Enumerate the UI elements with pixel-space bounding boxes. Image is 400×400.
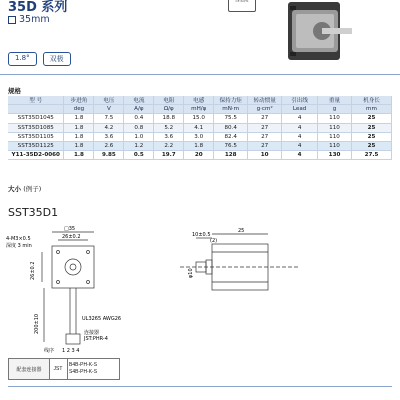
table-cell: 75.5 bbox=[214, 114, 248, 123]
unit-cell: V bbox=[94, 105, 124, 114]
spec-section-label: 规格 bbox=[8, 87, 21, 95]
col-header: 电感 bbox=[184, 96, 214, 105]
table-row bbox=[8, 141, 392, 150]
table-cell: 130 bbox=[318, 151, 352, 160]
connector-label: 连接器 bbox=[84, 330, 100, 336]
divider bbox=[0, 74, 400, 75]
table-cell: 1.0 bbox=[124, 132, 154, 141]
table-cell: 25 bbox=[351, 141, 391, 150]
step-angle-tag: 1.8° bbox=[8, 52, 37, 66]
frame-size-value: 35mm bbox=[19, 14, 50, 25]
spec-table bbox=[8, 96, 392, 160]
square-icon bbox=[8, 16, 16, 24]
front-view bbox=[42, 232, 94, 344]
table-cell: 25 bbox=[351, 132, 391, 141]
table-cell: 110 bbox=[318, 141, 352, 150]
col-header: 型 号 bbox=[8, 96, 64, 105]
table-cell: 1.8 bbox=[64, 141, 94, 150]
table-row bbox=[8, 123, 392, 132]
unit-cell: mN·m bbox=[214, 105, 248, 114]
table-cell: 2.2 bbox=[154, 141, 184, 150]
table-cell: 1.2 bbox=[124, 141, 154, 150]
table-cell: 0.4 bbox=[124, 114, 154, 123]
cable-length-dim: 200±10 bbox=[34, 313, 40, 334]
table-cell: 18.8 bbox=[154, 114, 184, 123]
cable-spec: UL3265 AWG26 bbox=[82, 316, 122, 322]
connector-part: S4B-PH-K-S bbox=[69, 369, 98, 375]
col-header: 引出线 bbox=[282, 96, 318, 105]
col-header: 电阻 bbox=[154, 96, 184, 105]
table-cell: 27 bbox=[248, 114, 282, 123]
table-cell: 110 bbox=[318, 132, 352, 141]
frame-size bbox=[8, 14, 50, 25]
table-cell: 4 bbox=[282, 123, 318, 132]
model-cell: SST35D1045 bbox=[8, 114, 64, 123]
unit-cell: mm bbox=[351, 105, 391, 114]
unit-cell: Ω/φ bbox=[154, 105, 184, 114]
unit-cell: A/φ bbox=[124, 105, 154, 114]
motor-photo bbox=[282, 0, 364, 64]
width-dim: □35 bbox=[64, 226, 76, 232]
pin-order-label: 线序 bbox=[44, 348, 55, 354]
table-cell: 0.8 bbox=[124, 123, 154, 132]
table-cell: 3.6 bbox=[154, 132, 184, 141]
table-cell: 4 bbox=[282, 132, 318, 141]
side-view bbox=[180, 234, 300, 290]
table-row bbox=[8, 114, 392, 123]
table-cell: 27 bbox=[248, 141, 282, 150]
table-cell: 25 bbox=[351, 114, 391, 123]
spec-header-row bbox=[8, 96, 392, 105]
model-cell: SST35D1125 bbox=[8, 141, 64, 150]
shaft-length-dim: 10±0.5 bbox=[192, 232, 211, 238]
unit-cell: deg bbox=[64, 105, 94, 114]
bolt-spacing-dim: 26±0.2 bbox=[62, 234, 81, 240]
table-cell: 80.4 bbox=[214, 123, 248, 132]
col-header: 机身长 bbox=[351, 96, 391, 105]
col-header: 转动惯量 bbox=[248, 96, 282, 105]
table-cell: 10 bbox=[248, 151, 282, 160]
table-cell: 82.4 bbox=[214, 132, 248, 141]
connector-parts bbox=[69, 362, 97, 376]
footer-divider bbox=[8, 386, 392, 387]
unit-cell: Lead bbox=[282, 105, 318, 114]
table-cell: 110 bbox=[318, 123, 352, 132]
dimension-label-text: 大小 bbox=[8, 185, 21, 193]
connector-part: B4B-PH-K-S bbox=[69, 362, 98, 368]
table-cell: 3.6 bbox=[94, 132, 124, 141]
table-cell: 1.8 bbox=[64, 151, 94, 160]
unit-cell: mH/φ bbox=[184, 105, 214, 114]
col-header: 电压 bbox=[94, 96, 124, 105]
table-cell: 1.8 bbox=[64, 114, 94, 123]
series-title: 35D 系列 bbox=[8, 0, 68, 15]
table-cell: 19.7 bbox=[154, 151, 184, 160]
pilot-dim: (2) bbox=[210, 238, 218, 244]
screw-depth: 深度 3 min bbox=[6, 243, 32, 249]
table-cell: 27 bbox=[248, 123, 282, 132]
model-cell: SST35D1085 bbox=[8, 123, 64, 132]
table-cell: 15.0 bbox=[184, 114, 214, 123]
bipolar-tag: 双极 bbox=[43, 52, 71, 66]
unit-cell: g bbox=[318, 105, 352, 114]
bolt-spacing-v-dim: 26±0.2 bbox=[30, 261, 36, 280]
unit-cell: g·cm² bbox=[248, 105, 282, 114]
pin-numbers: 1 2 3 4 bbox=[62, 348, 80, 354]
table-row bbox=[8, 132, 392, 141]
table-cell: 110 bbox=[318, 114, 352, 123]
col-header: 重量 bbox=[318, 96, 352, 105]
table-cell: 2.6 bbox=[94, 141, 124, 150]
col-header: 步进角 bbox=[64, 96, 94, 105]
connector-model: JST:PHR-4 bbox=[84, 336, 108, 342]
connector-table-label: 配套连接器 bbox=[9, 359, 50, 379]
screw-spec: 4-M3×0.5 bbox=[6, 236, 31, 242]
table-cell: 4.1 bbox=[184, 123, 214, 132]
table-cell: 1.8 bbox=[64, 123, 94, 132]
table-cell: 4.2 bbox=[94, 123, 124, 132]
model-cell: Y11-35D2-0060 bbox=[8, 151, 64, 160]
table-cell: 27 bbox=[248, 132, 282, 141]
table-cell: 27.5 bbox=[351, 151, 391, 160]
table-cell: 1.8 bbox=[64, 132, 94, 141]
model-cell: SST35D1105 bbox=[8, 132, 64, 141]
table-row bbox=[8, 151, 392, 160]
dimension-label-note: (例子) bbox=[23, 185, 42, 193]
table-cell: 76.5 bbox=[214, 141, 248, 150]
table-cell: 5.2 bbox=[154, 123, 184, 132]
dimension-drawing bbox=[0, 222, 400, 358]
table-cell: 4 bbox=[282, 151, 318, 160]
table-cell: 7.5 bbox=[94, 114, 124, 123]
table-cell: 1.8 bbox=[184, 141, 214, 150]
col-header: 电流 bbox=[124, 96, 154, 105]
table-cell: 25 bbox=[351, 123, 391, 132]
table-cell: 20 bbox=[184, 151, 214, 160]
body-length-dim: 25 bbox=[238, 228, 245, 234]
table-cell: 4 bbox=[282, 141, 318, 150]
table-cell: 4 bbox=[282, 114, 318, 123]
unit-cell bbox=[8, 105, 64, 114]
connector-maker: JST bbox=[49, 359, 68, 379]
table-cell: 128 bbox=[214, 151, 248, 160]
drawing-model-name: SST35D1 bbox=[8, 206, 59, 219]
table-cell: 3.0 bbox=[184, 132, 214, 141]
feature-tags bbox=[8, 52, 71, 66]
col-header: 保持力矩 bbox=[214, 96, 248, 105]
table-cell: 0.5 bbox=[124, 151, 154, 160]
shaft-dia-dim: φ10 bbox=[188, 268, 194, 278]
dimension-section-label bbox=[8, 184, 41, 193]
table-cell: 9.85 bbox=[94, 151, 124, 160]
spec-unit-row bbox=[8, 105, 392, 114]
certification-badge: CE RoHS bbox=[228, 0, 256, 12]
connector-table bbox=[8, 358, 120, 380]
